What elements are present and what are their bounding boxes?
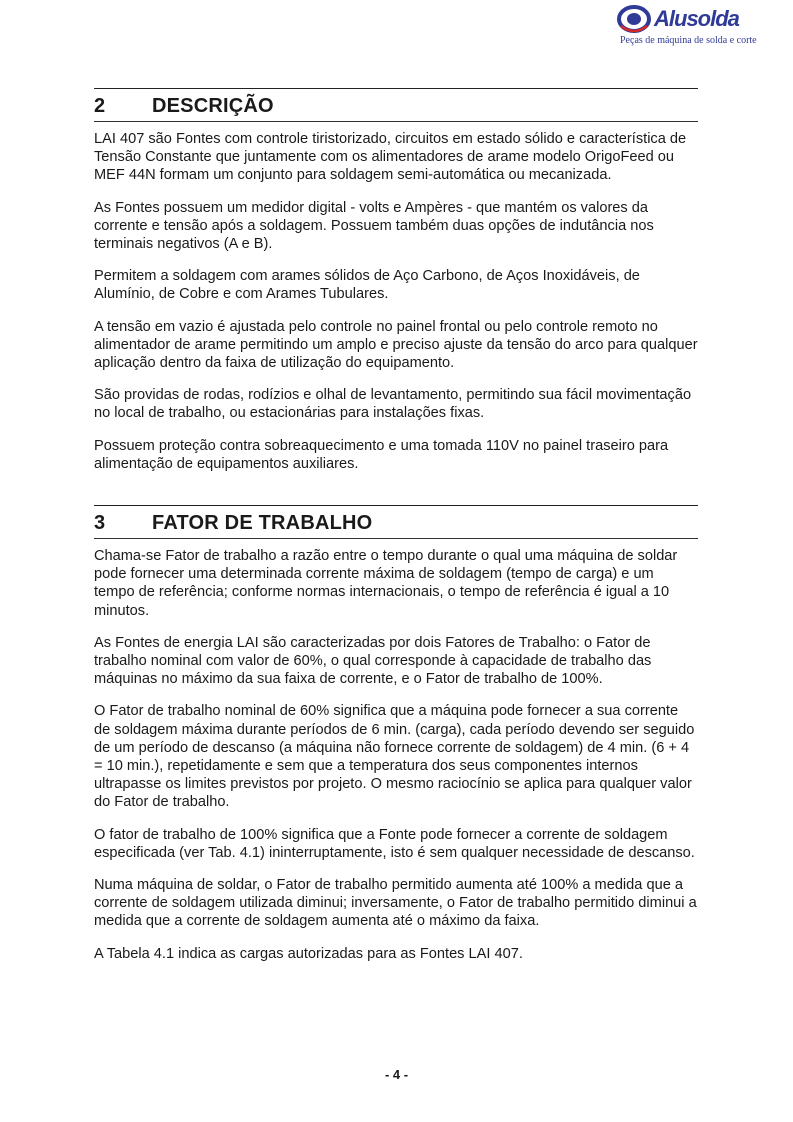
page-number: - 4 - (384, 1067, 409, 1082)
paragraph: A Tabela 4.1 indica as cargas autorizadas para as Fontes LAI 407. (94, 945, 523, 962)
section-heading (94, 94, 698, 118)
paragraph: LAI 407 são Fontes com controle tiristorizado, circuitos em estado sólido e característica de Tensão Constante que juntamente com os alimentadores de arame modelo OrigoFeed ou MEF 44N formam um conjunto para soldagem semi-automática ou mecanizada. (94, 131, 687, 184)
paragraph: As Fontes de energia LAI são caracterizadas por dois Fatores de Trabalho: o Fator de trabalho nominal com valor de 60%, o qual corresponde à capacidade de trabalho das máquinas no máximo da sua faixa de corrente, e o Fator de trabalho de 100%. (94, 634, 652, 688)
section-number: 3 (94, 512, 106, 534)
brand-logo (612, 4, 757, 50)
section-top-rule (94, 88, 698, 89)
logo-name: Alusolda (654, 6, 739, 31)
paragraph: O Fator de trabalho nominal de 60% significa que a máquina pode fornecer a sua corrente de soldagem máxima durante períodos de 6 min. (carga), cada período devendo ser seguido de um período de descanso (a máquina não fornece corrente de soldagem) de 4 min. (6 + 4 = 10 min.), repetidamente e sem que a temperatura dos seus componentes internos ultrapasse os limites previstos por projeto. O mesmo raciocínio se aplica para qualquer valor do Fator de trabalho. (94, 703, 695, 811)
section-body (94, 547, 698, 963)
section-title: FATOR DE TRABALHO (152, 512, 373, 534)
section-heading-underline (94, 121, 698, 122)
paragraph: Permitem a soldagem com arames sólidos de Aço Carbono, de Aços Inoxidáveis, de Alumínio, de Cobre e com Arames Tubulares. (94, 268, 640, 303)
alusolda-logo-icon (616, 4, 652, 34)
logo-tagline: Peças de máquina de solda e corte (620, 35, 757, 46)
section-heading-underline (94, 538, 698, 539)
section-top-rule (94, 505, 698, 506)
paragraph: São providas de rodas, rodízios e olhal de levantamento, permitindo sua fácil movimentação no local de trabalho, ou estacionárias para instalações fixas. (94, 387, 692, 422)
paragraph: Possuem proteção contra sobreaquecimento e uma tomada 110V no painel traseiro para alimentação de equipamentos auxiliares. (94, 437, 669, 472)
section-number: 2 (94, 95, 106, 117)
paragraph: Chama-se Fator de trabalho a razão entre o tempo durante o qual uma máquina de soldar pode fornecer uma determinada corrente máxima de soldagem (tempo de carga) e um tempo de referência; conforme normas internacionais, o tempo de referência é igual a 10 minutos. (94, 548, 678, 619)
paragraph: O fator de trabalho de 100% significa que a Fonte pode fornecer a corrente de soldagem especificada (ver Tab. 4.1) ininterruptamente, isto é sem qualquer necessidade de descanso. (94, 826, 695, 861)
paragraph: As Fontes possuem um medidor digital - volts e Ampères - que mantém os valores da corrente e tensão após a soldagem. Possuem também duas opções de indutância nos terminais negativos (A e B). (94, 199, 654, 253)
paragraph: A tensão em vazio é ajustada pelo controle no painel frontal ou pelo controle remoto no alimentador de arame permitindo um amplo e preciso ajuste da tensão do arco para qualquer aplicação dentro da faixa de utilização do equipamento. (94, 318, 698, 372)
paragraph: Numa máquina de soldar, o Fator de trabalho permitido aumenta até 100% a medida que a corrente de soldagem utilizada diminui; inversamente, o Fator de trabalho permitido diminui a medida que a corrente de soldagem aumenta até o máximo da faixa. (94, 877, 697, 930)
section-body (94, 130, 698, 473)
section-fator-de-trabalho (94, 505, 698, 977)
section-heading (94, 511, 698, 535)
section-descricao (94, 88, 698, 487)
section-title: DESCRIÇÃO (152, 95, 274, 117)
